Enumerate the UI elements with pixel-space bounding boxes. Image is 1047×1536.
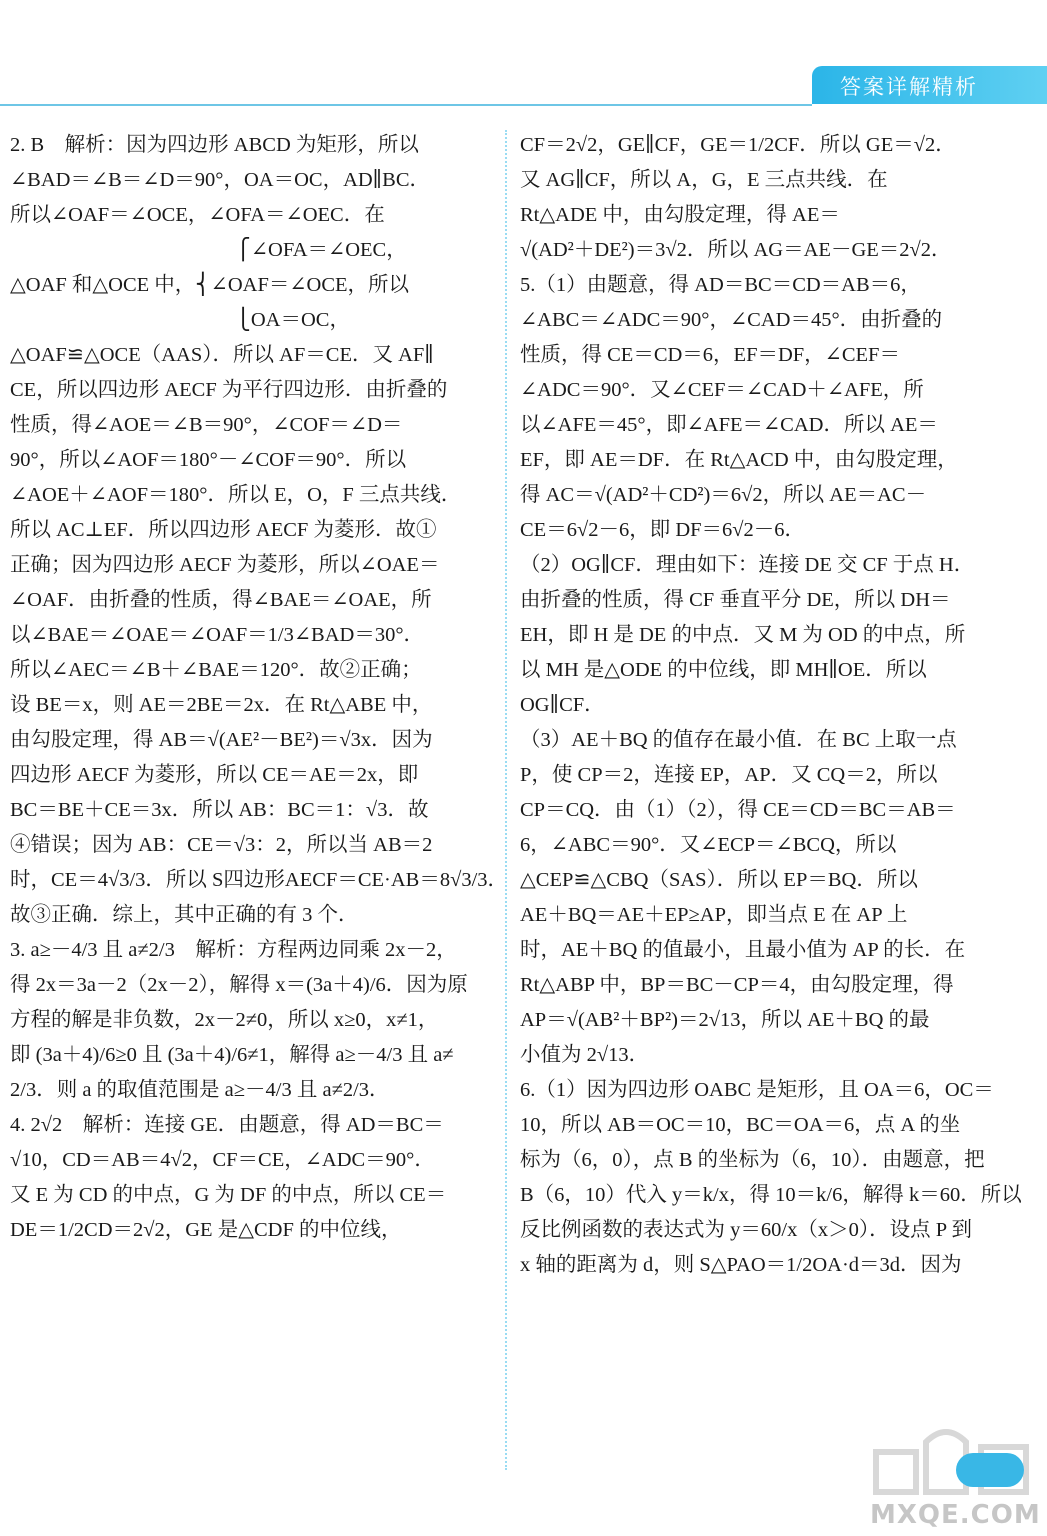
text-line: 4. 2√2 解析：连接 GE．由题意，得 AD＝BC＝ [10, 1114, 444, 1136]
text-line: △OAF≌△OCE（AAS）．所以 AF＝CE．又 AF∥ [10, 344, 434, 366]
text-line: 2. B 解析：因为四边形 ABCD 为矩形，所以 [10, 134, 419, 156]
text-line: AP＝√(AB²＋BP²)＝2√13，所以 AE＋BQ 的最 [520, 1009, 930, 1031]
text-line: 得 2x＝3a－2（2x－2），解得 x＝(3a＋4)/6．因为原 [10, 974, 468, 996]
text-line: 标为（6，0），点 B 的坐标为（6，10）．由题意，把 [520, 1149, 985, 1171]
text-line: 由勾股定理，得 AB＝√(AE²－BE²)＝√3x．因为 [10, 729, 433, 751]
text-line: 6，∠ABC＝90°．又∠ECP＝∠BCQ，所以 [520, 834, 897, 856]
text-line: 90°，所以∠AOF＝180°－∠COF＝90°．所以 [10, 449, 407, 471]
text-line: x 轴的距离为 d，则 S△PAO＝1/2OA·d＝3d．因为 [520, 1254, 962, 1276]
text-line: 正确；因为四边形 AECF 为菱形，所以∠OAE＝ [10, 554, 440, 576]
text-line: 性质，得∠AOE＝∠B＝90°，∠COF＝∠D＝ [10, 414, 403, 436]
text-line: OG∥CF． [520, 694, 605, 716]
text-line: B（6，10）代入 y＝k/x，得 10＝k/6，解得 k＝60．所以 [520, 1184, 1022, 1206]
text-line: 以 MH 是△ODE 的中位线，即 MH∥OE．所以 [520, 659, 927, 681]
text-line: Rt△ADE 中，由勾股定理，得 AE＝ [520, 204, 840, 226]
text-line: （3）AE＋BQ 的值存在最小值．在 BC 上取一点 [520, 729, 957, 751]
text-line: ④错误；因为 AB：CE＝√3：2，所以当 AB＝2 [10, 834, 433, 856]
text-line: 反比例函数的表达式为 y＝60/x（x＞0）．设点 P 到 [520, 1219, 972, 1241]
page-number-badge [956, 1453, 1024, 1487]
text-line: ∠BAD＝∠B＝∠D＝90°，OA＝OC，AD∥BC． [10, 169, 430, 191]
left-column [10, 128, 509, 1248]
text-line: 以∠AFE＝45°，即∠AFE＝∠CAD．所以 AE＝ [520, 414, 938, 436]
text-line: 所以 AC⊥EF．所以四边形 AECF 为菱形．故① [10, 519, 437, 541]
text-line: 时，AE＋BQ 的值最小，且最小值为 AP 的长．在 [520, 939, 966, 961]
text-line: 故③正确．综上，其中正确的有 3 个． [10, 904, 359, 926]
right-column [520, 128, 1022, 1283]
text-line: 3. a≥－4/3 且 a≠2/3 解析：方程两边同乘 2x－2， [10, 939, 457, 961]
text-line: 性质，得 CE＝CD＝6，EF＝DF，∠CEF＝ [520, 344, 900, 366]
text-line: 10，所以 AB＝OC＝10，BC＝OA＝6，点 A 的坐 [520, 1114, 961, 1136]
text-line: 四边形 AECF 为菱形，所以 CE＝AE＝2x，即 [10, 764, 419, 786]
watermark-text: MXQE.COM [870, 1500, 1041, 1530]
header-tab [812, 66, 1047, 104]
header-title: 答案详解精析 [840, 75, 978, 99]
text-line: 2/3．则 a 的取值范围是 a≥－4/3 且 a≠2/3． [10, 1079, 390, 1101]
text-line: 又 AG∥CF，所以 A，G，E 三点共线．在 [520, 169, 888, 191]
text-line: 由折叠的性质，得 CF 垂直平分 DE，所以 DH＝ [520, 589, 951, 611]
text-line: ∠ADC＝90°．又∠CEF＝∠CAD＋∠AFE，所 [520, 379, 924, 401]
text-line: （2）OG∥CF．理由如下：连接 DE 交 CF 于点 H． [520, 554, 975, 576]
text-line: √10，CD＝AB＝4√2，CF＝CE，∠ADC＝90°． [10, 1149, 435, 1171]
text-line: ∠AOE＋∠AOF＝180°．所以 E，O，F 三点共线． [10, 484, 462, 506]
text-line: CE＝6√2－6，即 DF＝6√2－6． [520, 519, 806, 541]
text-line: 5.（1）由题意，得 AD＝BC＝CD＝AB＝6， [520, 274, 921, 296]
text-line: ⎩OA＝OC， [10, 309, 350, 331]
text-line: ∠OAF．由折叠的性质，得∠BAE＝∠OAE，所 [10, 589, 432, 611]
text-line: △OAF 和△OCE 中，⎨∠OAF＝∠OCE，所以 [10, 274, 410, 296]
text-line: 以∠BAE＝∠OAE＝∠OAF＝1/3∠BAD＝30°． [10, 624, 425, 646]
text-line: AE＋BQ＝AE＋EP≥AP，即当点 E 在 AP 上 [520, 904, 908, 926]
text-line: DE＝1/2CD＝2√2，GE 是△CDF 的中位线， [10, 1219, 402, 1241]
text-line: 时，CE＝4√3/3．所以 S四边形AECF＝CE·AB＝8√3/3． [10, 869, 509, 891]
text-line: 6.（1）因为四边形 OABC 是矩形，且 OA＝6，OC＝ [520, 1079, 994, 1101]
text-line: BC＝BE＋CE＝3x．所以 AB：BC＝1：√3．故 [10, 799, 429, 821]
text-line: CE，所以四边形 AECF 为平行四边形．由折叠的 [10, 379, 448, 401]
text-line: 又 E 为 CD 的中点，G 为 DF 的中点，所以 CE＝ [10, 1184, 447, 1206]
text-line: EH，即 H 是 DE 的中点．又 M 为 OD 的中点，所 [520, 624, 966, 646]
text-line: 即 (3a＋4)/6≥0 且 (3a＋4)/6≠1，解得 a≥－4/3 且 a≠ [10, 1044, 454, 1066]
text-line: CP＝CQ．由（1）（2），得 CE＝CD＝BC＝AB＝ [520, 799, 956, 821]
text-line: 所以∠OAF＝∠OCE，∠OFA＝∠OEC．在 [10, 204, 385, 226]
text-line: ⎧∠OFA＝∠OEC， [10, 239, 407, 261]
text-line: √(AD²＋DE²)＝3√2．所以 AG＝AE－GE＝2√2． [520, 239, 952, 261]
text-line: ∠ABC＝∠ADC＝90°，∠CAD＝45°．由折叠的 [520, 309, 943, 331]
text-line: △CEP≌△CBQ（SAS）．所以 EP＝BQ．所以 [520, 869, 918, 891]
text-line: 所以∠AEC＝∠B＋∠BAE＝120°．故②正确； [10, 659, 422, 681]
text-line: CF＝2√2，GE∥CF，GE＝1/2CF．所以 GE＝√2． [520, 134, 956, 156]
text-line: 方程的解是非负数，2x－2≠0，所以 x≥0，x≠1， [10, 1009, 439, 1031]
text-line: 设 BE＝x，则 AE＝2BE＝2x．在 Rt△ABE 中， [10, 694, 433, 716]
header-rule [0, 104, 812, 106]
text-line: P，使 CP＝2，连接 EP，AP．又 CQ＝2，所以 [520, 764, 938, 786]
column-divider [505, 130, 507, 1470]
text-line: 小值为 2√13． [520, 1044, 650, 1066]
text-line: Rt△ABP 中，BP＝BC－CP＝4，由勾股定理，得 [520, 974, 954, 996]
text-line: 得 AC＝√(AD²＋CD²)＝6√2，所以 AE＝AC－ [520, 484, 927, 506]
text-line: EF，即 AE＝DF．在 Rt△ACD 中，由勾股定理， [520, 449, 958, 471]
